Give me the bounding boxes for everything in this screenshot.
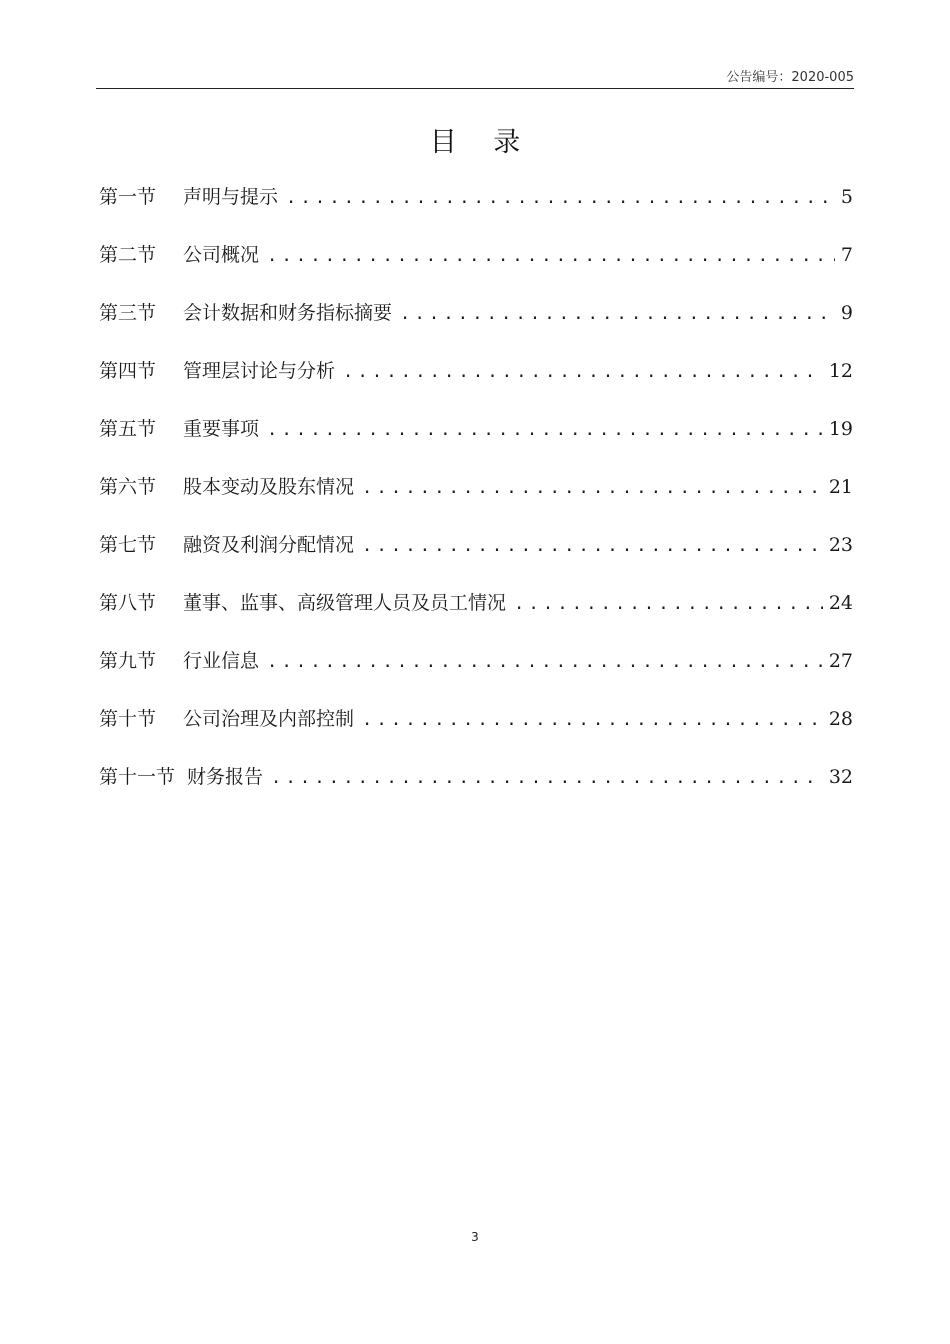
dot-leader [362,710,823,730]
toc-page-number: 21 [828,476,853,498]
toc-page-number: 19 [828,418,853,440]
toc-page-number: 5 [840,186,853,208]
toc-section-title: 财务报告 [187,766,264,788]
toc-page-number: 23 [828,534,853,556]
toc-section-title: 公司治理及内部控制 [183,708,355,730]
toc-page-number: 12 [828,360,853,382]
toc-section-number: 第二节 [99,244,157,266]
toc-section-title: 会计数据和财务指标摘要 [183,302,393,324]
toc-section-number: 第六节 [99,476,157,498]
toc-entry[interactable] [99,704,853,762]
toc-page-number: 27 [828,650,853,672]
dot-leader [267,246,835,266]
toc-section-title: 融资及利润分配情况 [183,534,355,556]
toc-entry[interactable] [99,472,853,530]
toc-entry[interactable] [99,588,853,646]
toc-entry[interactable] [99,240,853,298]
toc-entry[interactable] [99,646,853,704]
dot-leader [267,652,823,672]
toc-list [99,182,853,820]
toc-section-title: 董事、监事、高级管理人员及员工情况 [183,592,507,614]
toc-section-number: 第七节 [99,534,157,556]
toc-section-title: 管理层讨论与分析 [183,360,336,382]
toc-title: 目 录 [429,127,535,158]
toc-entry[interactable] [99,762,853,820]
toc-entry[interactable] [99,530,853,588]
toc-page-number: 28 [828,708,853,730]
page-number: 3 [471,1230,479,1244]
toc-entry[interactable] [99,298,853,356]
dot-leader [286,188,835,208]
toc-section-number: 第四节 [99,360,157,382]
dot-leader [400,304,835,324]
toc-entry[interactable] [99,414,853,472]
toc-page-number: 7 [840,244,853,266]
toc-section-number: 第九节 [99,650,157,672]
toc-section-number: 第五节 [99,418,157,440]
dot-leader [267,420,823,440]
toc-section-title: 公司概况 [183,244,260,266]
toc-section-number: 第十节 [99,708,157,730]
toc-section-title: 股本变动及股东情况 [183,476,355,498]
toc-section-number: 第三节 [99,302,157,324]
dot-leader [271,768,823,788]
toc-section-number: 第八节 [99,592,157,614]
toc-page-number: 24 [828,592,853,614]
announcement-number: 公告编号：2020-005 [726,70,854,85]
toc-section-title: 声明与提示 [183,186,279,208]
toc-section-number: 第一节 [99,186,157,208]
toc-page-number: 9 [840,302,853,324]
toc-entry[interactable] [99,356,853,414]
dot-leader [343,362,823,382]
toc-page-number: 32 [828,766,853,788]
header-divider [96,88,854,89]
toc-section-number: 第十一节 [99,766,176,788]
dot-leader [362,536,823,556]
dot-leader [362,478,823,498]
toc-section-title: 行业信息 [183,650,260,672]
toc-entry[interactable] [99,182,853,240]
dot-leader [514,594,823,614]
toc-section-title: 重要事项 [183,418,260,440]
